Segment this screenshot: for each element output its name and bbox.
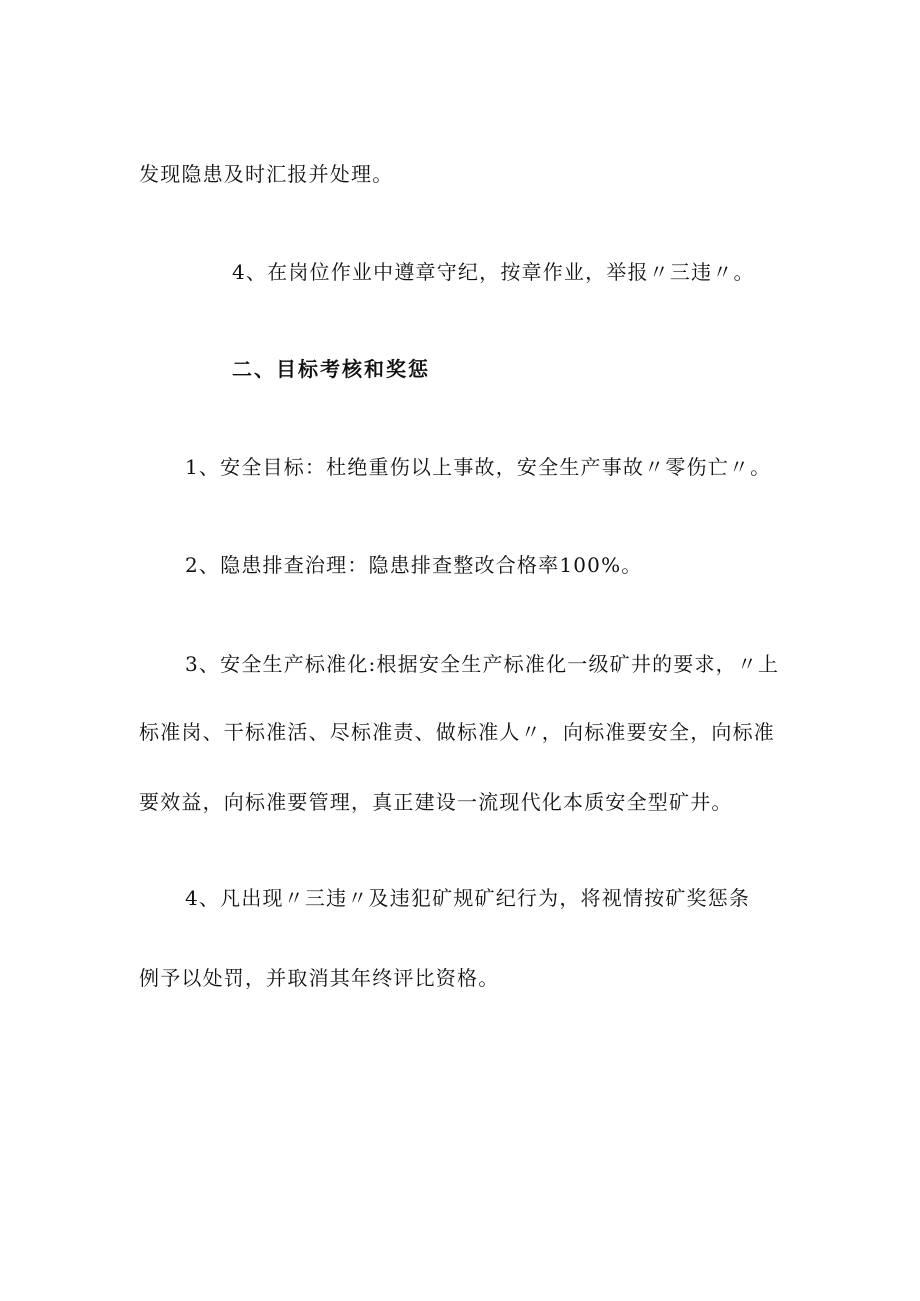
target-item-3-line-2: 标准岗、干标准活、尽标准责、做标准人〃，向标准要安全，向标准 xyxy=(139,720,775,744)
paragraph-continuation: 发现隐患及时汇报并处理。 xyxy=(139,162,394,186)
target-item-3-line-3: 要效益，向标准要管理，真正建设一流现代化本质安全型矿井。 xyxy=(139,790,733,814)
target-item-4-line-2: 例予以处罚，并取消其年终评比资格。 xyxy=(139,966,500,990)
target-item-1: 1、安全目标：杜绝重伤以上事故，安全生产事故〃零伤亡〃。 xyxy=(185,455,772,479)
section-heading: 二、目标考核和奖惩 xyxy=(232,357,430,381)
target-item-4-line-1: 4、凡出现〃三违〃及违犯矿规矿纪行为，将视情按矿奖惩条 xyxy=(185,886,751,910)
target-item-2: 2、隐患排查治理：隐患排查整改合格率100%。 xyxy=(185,553,643,577)
paragraph-item-4-duty: 4、在岗位作业中遵章守纪，按章作业，举报〃三违〃。 xyxy=(232,260,755,284)
target-item-3-line-1: 3、安全生产标准化:根据安全生产标准化一级矿井的要求，〃上 xyxy=(185,652,780,676)
